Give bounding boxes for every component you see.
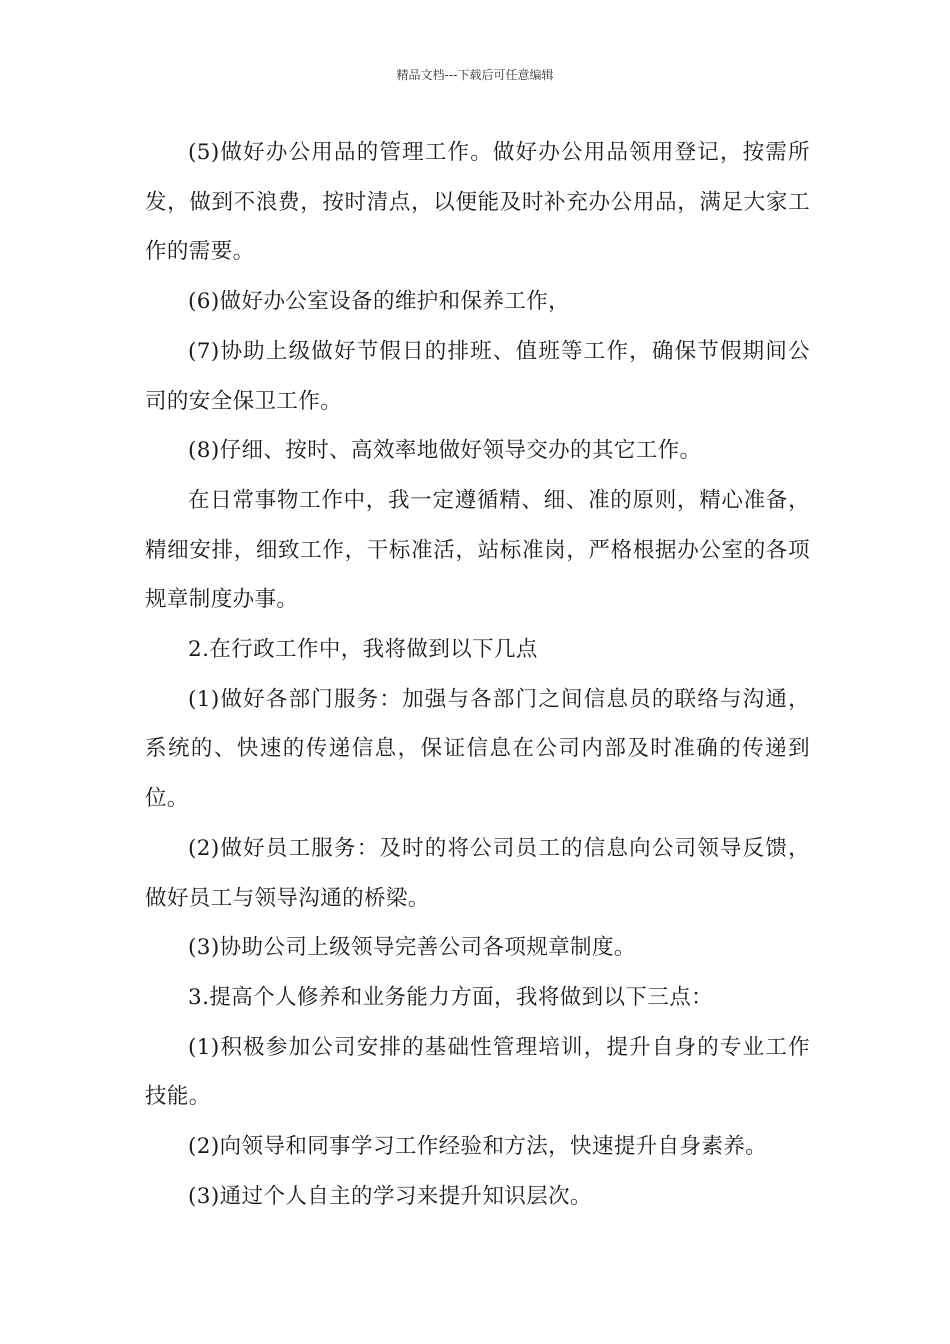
paragraph-office-supplies: (5)做好办公用品的管理工作。做好办公用品领用登记，按需所发，做到不浪费，按时清点，以便能及时补充办公用品，满足大家工作的需要。 xyxy=(145,140,810,265)
paragraph-department-service: (1)做好各部门服务：加强与各部门之间信息员的联络与沟通，系统的、快速的传递信息，保证信息在公司内部及时准确的传递到位。 xyxy=(145,686,810,812)
paragraph-self-study: (3)通过个人自主的学习来提升知识层次。 xyxy=(188,1183,592,1209)
paragraph-learning-from-colleagues: (2)向领导和同事学习工作经验和方法，快速提升自身素养。 xyxy=(188,1134,768,1160)
paragraph-other-tasks: (8)仔细、按时、高效率地做好领导交办的其它工作。 xyxy=(188,438,702,464)
page-header: 精品文档---下载后可任意编辑 xyxy=(396,68,554,82)
document-body xyxy=(145,128,810,1221)
paragraph-equipment-maintenance: (6)做好办公室设备的维护和保养工作， xyxy=(188,289,571,315)
paragraph-employee-service: (2)做好员工服务：及时的将公司员工的信息向公司领导反馈，做好员工与领导沟通的桥梁。 xyxy=(145,835,810,911)
paragraph-daily-affairs: 在日常事物工作中，我一定遵循精、细、准的原则，精心准备，精细安排，细致工作，干标准活，站标准岗，严格根据办公室的各项规章制度办事。 xyxy=(145,487,810,613)
paragraph-holiday-duty: (7)协助上级做好节假日的排班、值班等工作，确保节假期间公司的安全保卫工作。 xyxy=(145,338,810,414)
paragraph-training: (1)积极参加公司安排的基础性管理培训，提升自身的专业工作技能。 xyxy=(145,1034,810,1110)
paragraph-rules-improvement: (3)协助公司上级领导完善公司各项规章制度。 xyxy=(188,935,636,961)
section-heading-personal-development: 3.提高个人修养和业务能力方面，我将做到以下三点： xyxy=(188,984,714,1010)
section-heading-administration: 2.在行政工作中，我将做到以下几点 xyxy=(188,637,538,663)
